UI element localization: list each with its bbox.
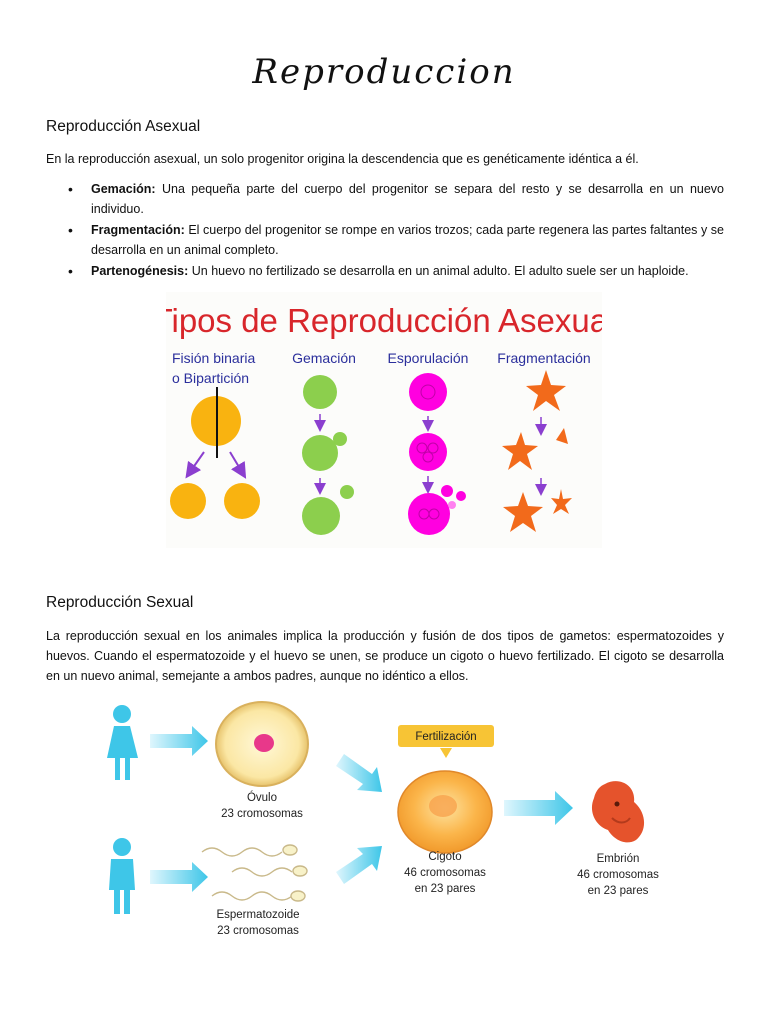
sexual-intro: La reproducción sexual en los animales implica la producción y fusión de dos tipos de gametos: espermatozoides y huevos. Cuando el espermatozoide y el huevo se unen, se produce un cigoto o huevo fertilizado. El cigoto se desarrolla en un nuevo animal, semejante a ambos padres, aunque no idéntico a ellos.: [46, 629, 724, 683]
fertilizacion-badge: [398, 725, 494, 758]
woman-icon: [107, 705, 138, 780]
figure-asexual-svg: [166, 292, 602, 548]
arrow-man-esperma: [150, 862, 208, 892]
figure-asexual-title: Tipos de Reproducción Asexual: [166, 302, 602, 339]
list-item-fragmentacion: [46, 220, 724, 260]
label-fision-2: o Bipartición: [172, 370, 250, 386]
page-title: Reproduccion: [252, 52, 516, 92]
label-fision-1: Fisión binaria: [172, 350, 256, 366]
embrion-illustration: [592, 781, 644, 842]
label-ovulo: Óvulo: [246, 792, 278, 804]
list-item-partenogenesis: [46, 261, 724, 281]
asexual-intro: En la reproducción asexual, un solo progenitor origina la descendencia que es genéticamente idéntica a él.: [46, 152, 639, 166]
label-fragmentacion: Fragmentación: [497, 350, 591, 366]
label-espermatozoide: Espermatozoide: [216, 909, 300, 921]
text-partenogenesis: Un huevo no fertilizado se desarrolla en un animal adulto. El adulto suele ser un haploide.: [188, 264, 689, 278]
asexual-list: [46, 179, 724, 282]
arrow-esperma-cigoto: [336, 846, 382, 884]
label-cigoto: Cigoto: [428, 851, 462, 863]
esporulacion-diagram: [408, 373, 466, 535]
fragmentacion-diagram: [502, 370, 572, 532]
label-esperma-cromosomas: 23 cromosomas: [217, 925, 299, 937]
sperm-illustration: [202, 845, 307, 901]
label-embrion-pares: en 23 pares: [587, 885, 649, 897]
term-gemacion: Gemación:: [91, 182, 156, 196]
arrow-cigoto-embrion: [504, 791, 573, 825]
label-embrion: Embrión: [596, 853, 640, 865]
label-embrion-cromosomas: 46 cromosomas: [577, 869, 659, 881]
cigoto-illustration: [398, 771, 492, 853]
gemacion-diagram: [302, 375, 354, 535]
label-gemacion: Gemación: [292, 350, 356, 366]
arrow-woman-ovulo: [150, 726, 208, 756]
arrow-ovulo-cigoto: [336, 754, 382, 792]
term-fragmentacion: Fragmentación:: [91, 223, 185, 237]
label-cigoto-cromosomas: 46 cromosomas: [404, 867, 486, 879]
fision-binaria-diagram: [170, 387, 260, 519]
label-fertilizacion: Fertilización: [415, 731, 477, 743]
label-esporulacion: Esporulación: [387, 350, 469, 366]
figure-sexual-reproduction: [100, 700, 680, 946]
ovulo-illustration: [216, 702, 308, 786]
figure-sexual-svg: [100, 700, 680, 946]
text-gemacion: Una pequeña parte del cuerpo del progenitor se separa del resto y se desarrolla en un nuevo individuo.: [91, 182, 724, 216]
list-item-gemacion: [46, 179, 724, 219]
heading-asexual: Reproducción Asexual: [46, 118, 201, 135]
heading-sexual: Reproducción Sexual: [46, 594, 194, 611]
man-icon: [109, 838, 135, 914]
label-ovulo-cromosomas: 23 cromosomas: [221, 808, 303, 820]
label-cigoto-pares: en 23 pares: [414, 883, 476, 895]
term-partenogenesis: Partenogénesis:: [91, 264, 189, 278]
text-fragmentacion: El cuerpo del progenitor se rompe en varios trozos; cada parte regenera las partes faltantes y se desarrolla en un animal completo.: [91, 223, 724, 257]
figure-asexual-types: [166, 292, 602, 548]
